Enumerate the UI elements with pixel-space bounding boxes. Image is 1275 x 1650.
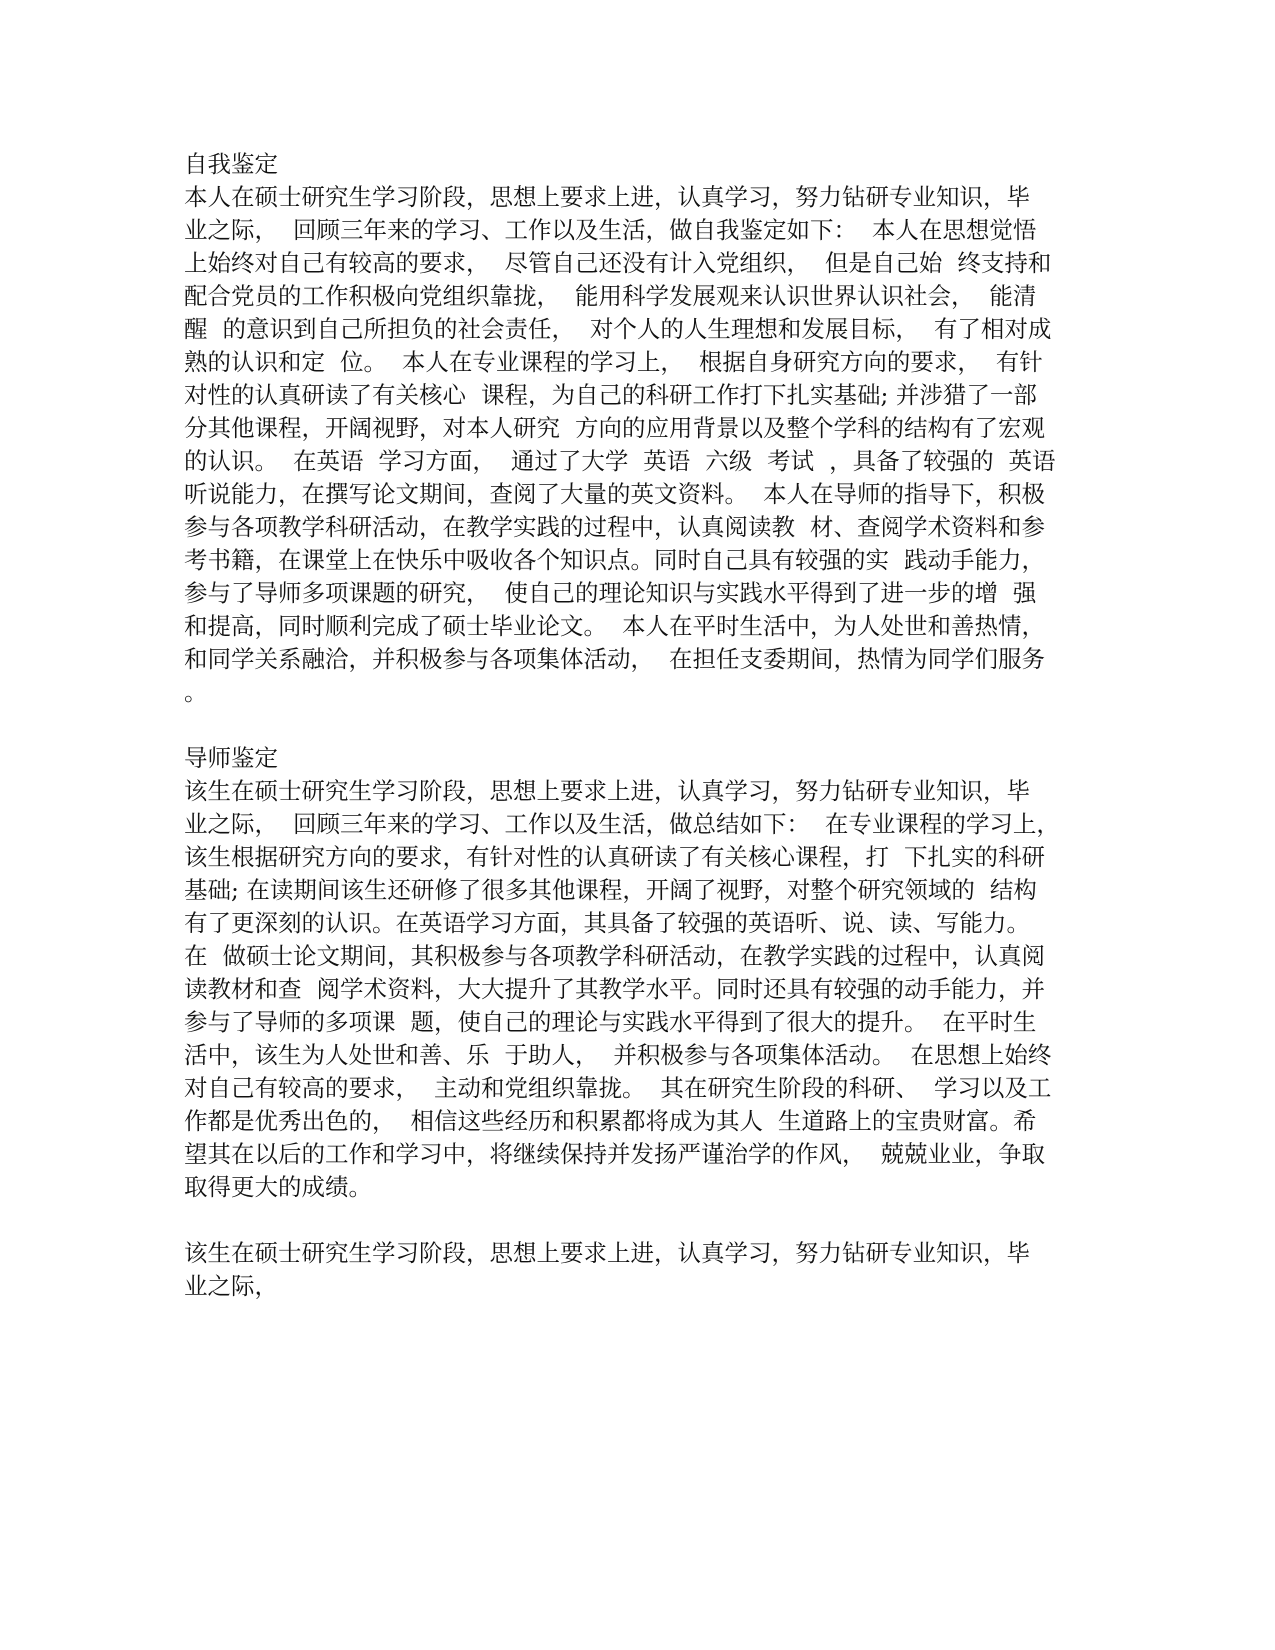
paragraph-line: 对自己有较高的要求， 主动和党组织靠拢。 其在研究生阶段的科研、 学习以及工 [184, 1074, 1052, 1102]
paragraph-line: 的认识。 在英语 学习方面， 通过了大学 英语 六级 考试 ，具备了较强的 英语 [184, 447, 1056, 475]
paragraph-line: 参与各项教学科研活动，在教学实践的过程中，认真阅读教 材、查阅学术资料和参 [184, 513, 1045, 541]
closing-paragraph [184, 1237, 1094, 1303]
paragraph-line: 醒 的意识到自己所担负的社会责任， 对个人的人生理想和发展目标， 有了相对成 [184, 315, 1052, 343]
advisor-assessment-paragraph [184, 775, 1094, 1204]
paragraph-line: 上始终对自己有较高的要求， 尽管自己还没有计入党组织， 但是自己始 终支持和 [184, 249, 1052, 277]
self-assessment-heading: 自我鉴定 [184, 150, 278, 178]
paragraph-line: 本人在硕士研究生学习阶段，思想上要求上进，认真学习，努力钻研专业知识，毕 [184, 183, 1030, 211]
section-spacer [184, 709, 1094, 742]
paragraph-line: 作都是优秀出色的， 相信这些经历和积累都将成为其人 生道路上的宝贵财富。希 [184, 1107, 1037, 1135]
paragraph-line: 有了更深刻的认识。在英语学习方面，其具备了较强的英语听、说、读、写能力。 [184, 909, 1030, 937]
paragraph-line: 取得更大的成绩。 [184, 1173, 372, 1201]
paragraph-line: 业之际， [184, 1272, 278, 1300]
paragraph-line: 参与了导师多项课题的研究， 使自己的理论知识与实践水平得到了进一步的增 强 [184, 579, 1037, 607]
paragraph-line: 该生在硕士研究生学习阶段，思想上要求上进，认真学习，努力钻研专业知识，毕 [184, 777, 1030, 805]
self-assessment-paragraph [184, 181, 1094, 709]
paragraph-line: 考书籍，在课堂上在快乐中吸收各个知识点。同时自己具有较强的实 践动手能力， [184, 546, 1045, 574]
paragraph-line: 活中，该生为人处世和善、乐 于助人， 并积极参与各项集体活动。 在思想上始终 [184, 1041, 1052, 1069]
paragraph-line: 基础; 在读期间该生还研修了很多其他课程，开阔了视野，对整个研究领域的 结构 [184, 876, 1037, 904]
paragraph-line: 望其在以后的工作和学习中，将继续保持并发扬严谨治学的作风， 兢兢业业，争取 [184, 1140, 1045, 1168]
paragraph-line: 和提高，同时顺利完成了硕士毕业论文。 本人在平时生活中，为人处世和善热情， [184, 612, 1045, 640]
paragraph-line: 分其他课程，开阔视野，对本人研究 方向的应用背景以及整个学科的结构有了宏观 [184, 414, 1045, 442]
paragraph-line: 读教材和查 阅学术资料，大大提升了其教学水平。同时还具有较强的动手能力，并 [184, 975, 1045, 1003]
advisor-assessment-heading: 导师鉴定 [184, 744, 278, 772]
paragraph-line: 业之际， 回顾三年来的学习、工作以及生活，做总结如下： 在专业课程的学习上， [184, 810, 1060, 838]
paragraph-line: 该生在硕士研究生学习阶段，思想上要求上进，认真学习，努力钻研专业知识，毕 [184, 1239, 1030, 1267]
paragraph-line: 对性的认真研读了有关核心 课程，为自己的科研工作打下扎实基础; 并涉猎了一部 [184, 381, 1037, 409]
paragraph-line: 配合党员的工作积极向党组织靠拢， 能用科学发展观来认识世界认识社会， 能清 [184, 282, 1037, 310]
paragraph-line: 在 做硕士论文期间，其积极参与各项教学科研活动，在教学实践的过程中，认真阅 [184, 942, 1045, 970]
section-spacer [184, 1204, 1094, 1237]
paragraph-line: 听说能力，在撰写论文期间，查阅了大量的英文资料。 本人在导师的指导下，积极 [184, 480, 1045, 508]
paragraph-line: 参与了导师的多项课 题，使自己的理论与实践水平得到了很大的提升。 在平时生 [184, 1008, 1037, 1036]
paragraph-line: 。 [184, 678, 208, 706]
document-page [184, 148, 1094, 1303]
paragraph-line: 该生根据研究方向的要求，有针对性的认真研读了有关核心课程，打 下扎实的科研 [184, 843, 1045, 871]
paragraph-line: 业之际， 回顾三年来的学习、工作以及生活，做自我鉴定如下： 本人在思想觉悟 [184, 216, 1037, 244]
paragraph-line: 和同学关系融洽，并积极参与各项集体活动， 在担任支委期间，热情为同学们服务 [184, 645, 1045, 673]
paragraph-line: 熟的认识和定 位。 本人在专业课程的学习上， 根据自身研究方向的要求， 有针 [184, 348, 1043, 376]
